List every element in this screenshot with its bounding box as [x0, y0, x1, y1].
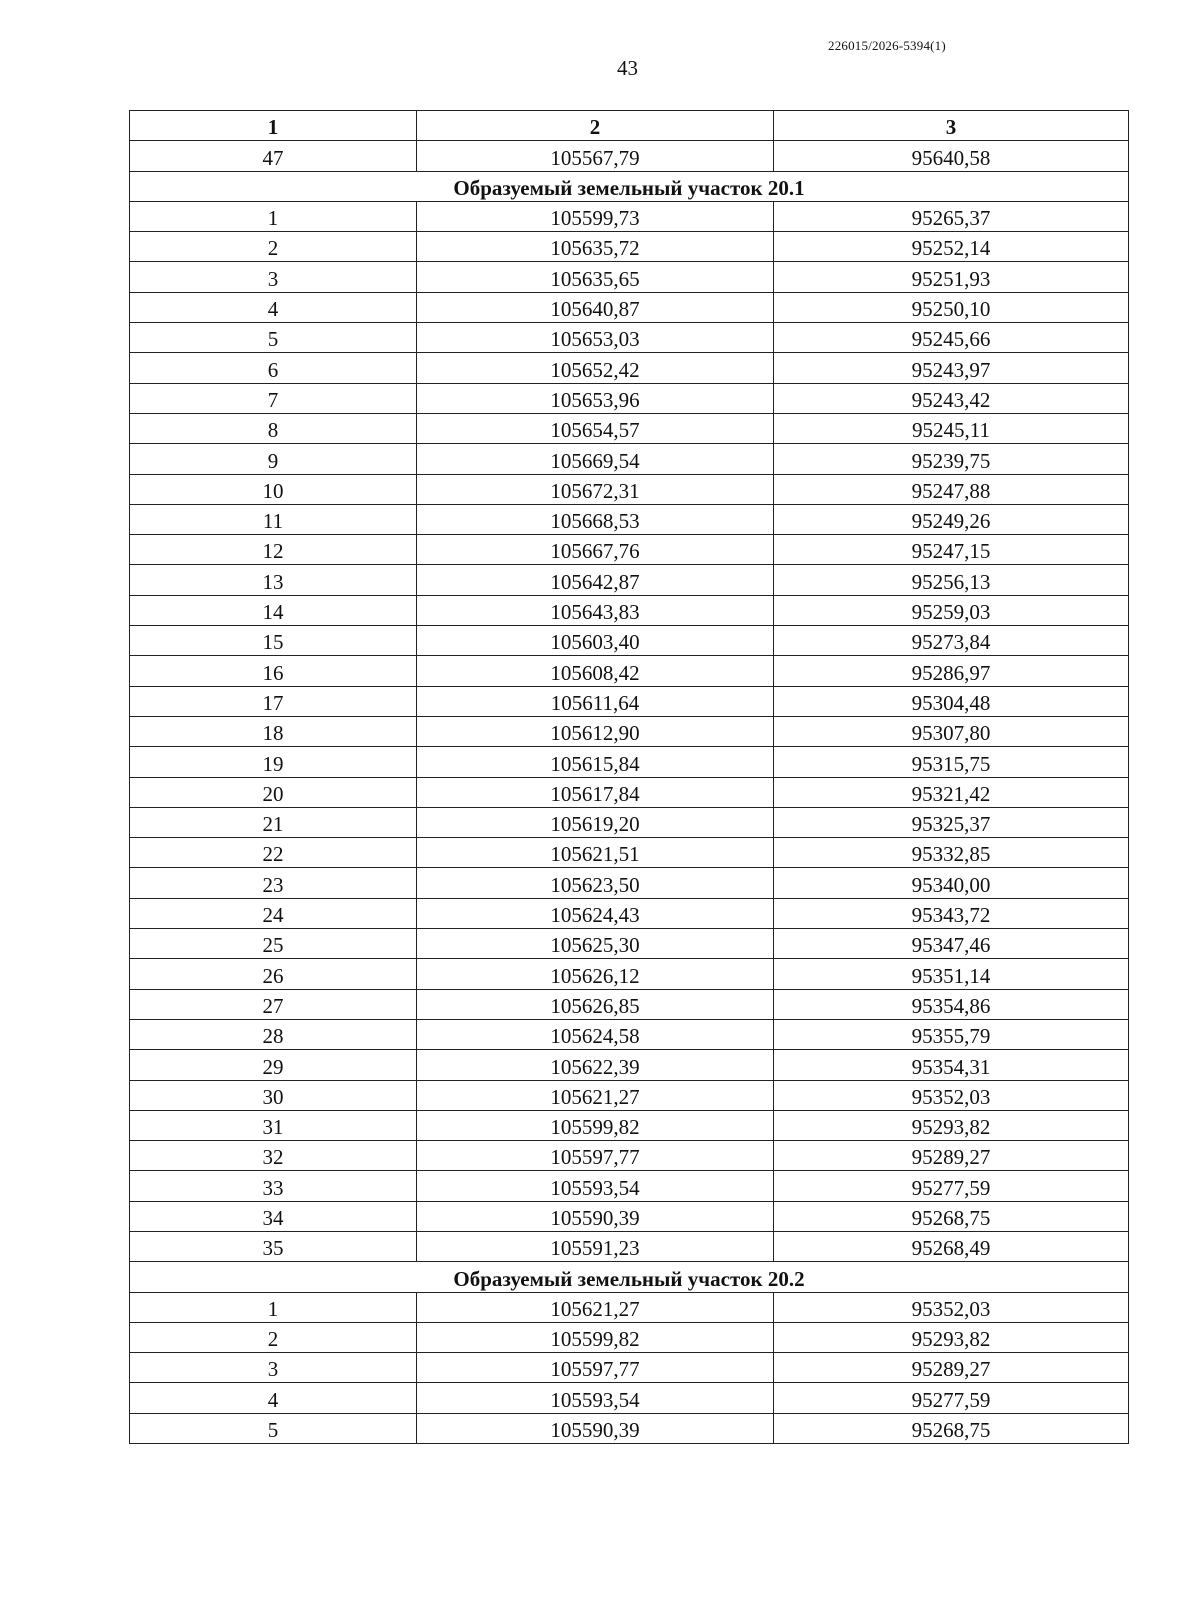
y-coordinate-cell: 95289,27	[774, 1353, 1129, 1383]
x-coordinate-cell: 105622,39	[417, 1050, 774, 1080]
point-number-cell: 22	[130, 838, 417, 868]
point-number-cell: 4	[130, 292, 417, 322]
point-number-cell: 5	[130, 1413, 417, 1443]
x-coordinate-cell: 105672,31	[417, 474, 774, 504]
y-coordinate-cell: 95304,48	[774, 686, 1129, 716]
y-coordinate-cell: 95247,15	[774, 535, 1129, 565]
point-number-cell: 24	[130, 898, 417, 928]
y-coordinate-cell: 95340,00	[774, 868, 1129, 898]
point-number-cell: 26	[130, 959, 417, 989]
table-row	[130, 413, 1129, 443]
y-coordinate-cell: 95250,10	[774, 292, 1129, 322]
table-row	[130, 959, 1129, 989]
table-row	[130, 1322, 1129, 1352]
point-number-cell: 17	[130, 686, 417, 716]
table-row	[130, 1080, 1129, 1110]
x-coordinate-cell: 105599,82	[417, 1322, 774, 1352]
table-row	[130, 626, 1129, 656]
x-coordinate-cell: 105653,03	[417, 323, 774, 353]
table-row	[130, 1231, 1129, 1261]
point-number-cell: 19	[130, 747, 417, 777]
y-coordinate-cell: 95239,75	[774, 444, 1129, 474]
column-header-2: 2	[417, 111, 774, 141]
y-coordinate-cell: 95247,88	[774, 474, 1129, 504]
point-number-cell: 29	[130, 1050, 417, 1080]
y-coordinate-cell: 95352,03	[774, 1292, 1129, 1322]
x-coordinate-cell: 105599,82	[417, 1110, 774, 1140]
point-number-cell: 23	[130, 868, 417, 898]
point-number-cell: 5	[130, 323, 417, 353]
x-coordinate-cell: 105623,50	[417, 868, 774, 898]
x-coordinate-cell: 105626,85	[417, 989, 774, 1019]
point-number-cell: 3	[130, 1353, 417, 1383]
point-number-cell: 34	[130, 1201, 417, 1231]
point-number-cell: 8	[130, 413, 417, 443]
y-coordinate-cell: 95251,93	[774, 262, 1129, 292]
point-number-cell: 11	[130, 504, 417, 534]
table-row	[130, 868, 1129, 898]
x-coordinate-cell: 105617,84	[417, 777, 774, 807]
point-number-cell: 33	[130, 1171, 417, 1201]
x-coordinate-cell: 105635,72	[417, 232, 774, 262]
y-coordinate-cell: 95259,03	[774, 595, 1129, 625]
table-row	[130, 292, 1129, 322]
point-number-cell: 1	[130, 201, 417, 231]
y-coordinate-cell: 95321,42	[774, 777, 1129, 807]
y-coordinate-cell: 95268,75	[774, 1201, 1129, 1231]
table-row	[130, 686, 1129, 716]
section-title-row	[130, 171, 1129, 201]
x-coordinate-cell: 105654,57	[417, 413, 774, 443]
point-number-cell: 16	[130, 656, 417, 686]
y-coordinate-cell: 95307,80	[774, 716, 1129, 746]
table-row	[130, 716, 1129, 746]
x-coordinate-cell: 105621,27	[417, 1080, 774, 1110]
y-coordinate-cell: 95249,26	[774, 504, 1129, 534]
table-body	[130, 141, 1129, 1444]
table-row	[130, 1171, 1129, 1201]
point-number-cell: 7	[130, 383, 417, 413]
table-row	[130, 201, 1129, 231]
coordinates-table	[129, 110, 1129, 1444]
point-number-cell: 31	[130, 1110, 417, 1140]
y-coordinate-cell: 95243,42	[774, 383, 1129, 413]
table-row	[130, 929, 1129, 959]
table-row	[130, 777, 1129, 807]
y-coordinate-cell: 95245,66	[774, 323, 1129, 353]
table-row	[130, 504, 1129, 534]
table-row	[130, 565, 1129, 595]
table-row	[130, 262, 1129, 292]
x-coordinate-cell: 105640,87	[417, 292, 774, 322]
x-coordinate-cell: 105599,73	[417, 201, 774, 231]
table-row	[130, 353, 1129, 383]
point-number-cell: 35	[130, 1231, 417, 1261]
table-row	[130, 656, 1129, 686]
point-number-cell: 28	[130, 1019, 417, 1049]
y-coordinate-cell: 95289,27	[774, 1141, 1129, 1171]
x-coordinate-cell: 105615,84	[417, 747, 774, 777]
table-row	[130, 807, 1129, 837]
x-coordinate-cell: 105667,76	[417, 535, 774, 565]
table-row	[130, 1292, 1129, 1322]
x-coordinate-cell: 105652,42	[417, 353, 774, 383]
y-coordinate-cell: 95293,82	[774, 1322, 1129, 1352]
y-coordinate-cell: 95354,31	[774, 1050, 1129, 1080]
table-row	[130, 1110, 1129, 1140]
table-row	[130, 1353, 1129, 1383]
table-row	[130, 747, 1129, 777]
table-row	[130, 1019, 1129, 1049]
section-title-row	[130, 1262, 1129, 1292]
table-row	[130, 1201, 1129, 1231]
x-coordinate-cell: 105626,12	[417, 959, 774, 989]
y-coordinate-cell: 95268,49	[774, 1231, 1129, 1261]
x-coordinate-cell: 105635,65	[417, 262, 774, 292]
point-number-cell: 4	[130, 1383, 417, 1413]
table-row	[130, 838, 1129, 868]
y-coordinate-cell: 95347,46	[774, 929, 1129, 959]
document-registration-number: 226015/2026-5394(1)	[828, 38, 946, 53]
table-row	[130, 444, 1129, 474]
y-coordinate-cell: 95273,84	[774, 626, 1129, 656]
land-plot-section-title: Образуемый земельный участок 20.2	[130, 1262, 1129, 1292]
table-row	[130, 232, 1129, 262]
y-coordinate-cell: 95286,97	[774, 656, 1129, 686]
table-row	[130, 989, 1129, 1019]
point-number-cell: 2	[130, 1322, 417, 1352]
point-number-cell: 12	[130, 535, 417, 565]
x-coordinate-cell: 105653,96	[417, 383, 774, 413]
table-row	[130, 1383, 1129, 1413]
x-coordinate-cell: 105567,79	[417, 141, 774, 171]
y-coordinate-cell: 95277,59	[774, 1383, 1129, 1413]
x-coordinate-cell: 105668,53	[417, 504, 774, 534]
x-coordinate-cell: 105619,20	[417, 807, 774, 837]
x-coordinate-cell: 105621,27	[417, 1292, 774, 1322]
table-row	[130, 535, 1129, 565]
y-coordinate-cell: 95265,37	[774, 201, 1129, 231]
x-coordinate-cell: 105611,64	[417, 686, 774, 716]
y-coordinate-cell: 95332,85	[774, 838, 1129, 868]
x-coordinate-cell: 105591,23	[417, 1231, 774, 1261]
x-coordinate-cell: 105590,39	[417, 1201, 774, 1231]
y-coordinate-cell: 95325,37	[774, 807, 1129, 837]
point-number-cell: 21	[130, 807, 417, 837]
point-number-cell: 20	[130, 777, 417, 807]
y-coordinate-cell: 95268,75	[774, 1413, 1129, 1443]
point-number-cell: 9	[130, 444, 417, 474]
y-coordinate-cell: 95343,72	[774, 898, 1129, 928]
point-number-cell: 2	[130, 232, 417, 262]
column-header-3: 3	[774, 111, 1129, 141]
y-coordinate-cell: 95640,58	[774, 141, 1129, 171]
point-number-cell: 25	[130, 929, 417, 959]
x-coordinate-cell: 105608,42	[417, 656, 774, 686]
y-coordinate-cell: 95354,86	[774, 989, 1129, 1019]
x-coordinate-cell: 105597,77	[417, 1353, 774, 1383]
point-number-cell: 15	[130, 626, 417, 656]
point-number-cell: 10	[130, 474, 417, 504]
x-coordinate-cell: 105642,87	[417, 565, 774, 595]
x-coordinate-cell: 105643,83	[417, 595, 774, 625]
table-row	[130, 1050, 1129, 1080]
point-number-cell: 1	[130, 1292, 417, 1322]
y-coordinate-cell: 95252,14	[774, 232, 1129, 262]
x-coordinate-cell: 105625,30	[417, 929, 774, 959]
table-row	[130, 898, 1129, 928]
point-number-cell: 13	[130, 565, 417, 595]
y-coordinate-cell: 95315,75	[774, 747, 1129, 777]
y-coordinate-cell: 95256,13	[774, 565, 1129, 595]
y-coordinate-cell: 95351,14	[774, 959, 1129, 989]
table-header-row	[130, 111, 1129, 141]
x-coordinate-cell: 105593,54	[417, 1383, 774, 1413]
column-header-1: 1	[130, 111, 417, 141]
x-coordinate-cell: 105624,43	[417, 898, 774, 928]
point-number-cell: 14	[130, 595, 417, 625]
table-row	[130, 595, 1129, 625]
point-number-cell: 30	[130, 1080, 417, 1110]
x-coordinate-cell: 105603,40	[417, 626, 774, 656]
table-row	[130, 474, 1129, 504]
x-coordinate-cell: 105597,77	[417, 1141, 774, 1171]
point-number-cell: 6	[130, 353, 417, 383]
table-row	[130, 323, 1129, 353]
y-coordinate-cell: 95293,82	[774, 1110, 1129, 1140]
point-number-cell: 18	[130, 716, 417, 746]
point-number-cell: 27	[130, 989, 417, 1019]
table-row	[130, 141, 1129, 171]
table-row	[130, 1141, 1129, 1171]
point-number-cell: 47	[130, 141, 417, 171]
table-row	[130, 383, 1129, 413]
page-number: 43	[617, 56, 638, 80]
x-coordinate-cell: 105669,54	[417, 444, 774, 474]
y-coordinate-cell: 95355,79	[774, 1019, 1129, 1049]
x-coordinate-cell: 105593,54	[417, 1171, 774, 1201]
y-coordinate-cell: 95352,03	[774, 1080, 1129, 1110]
x-coordinate-cell: 105612,90	[417, 716, 774, 746]
land-plot-section-title: Образуемый земельный участок 20.1	[130, 171, 1129, 201]
x-coordinate-cell: 105590,39	[417, 1413, 774, 1443]
point-number-cell: 3	[130, 262, 417, 292]
x-coordinate-cell: 105624,58	[417, 1019, 774, 1049]
y-coordinate-cell: 95245,11	[774, 413, 1129, 443]
y-coordinate-cell: 95243,97	[774, 353, 1129, 383]
y-coordinate-cell: 95277,59	[774, 1171, 1129, 1201]
point-number-cell: 32	[130, 1141, 417, 1171]
x-coordinate-cell: 105621,51	[417, 838, 774, 868]
table-row	[130, 1413, 1129, 1443]
